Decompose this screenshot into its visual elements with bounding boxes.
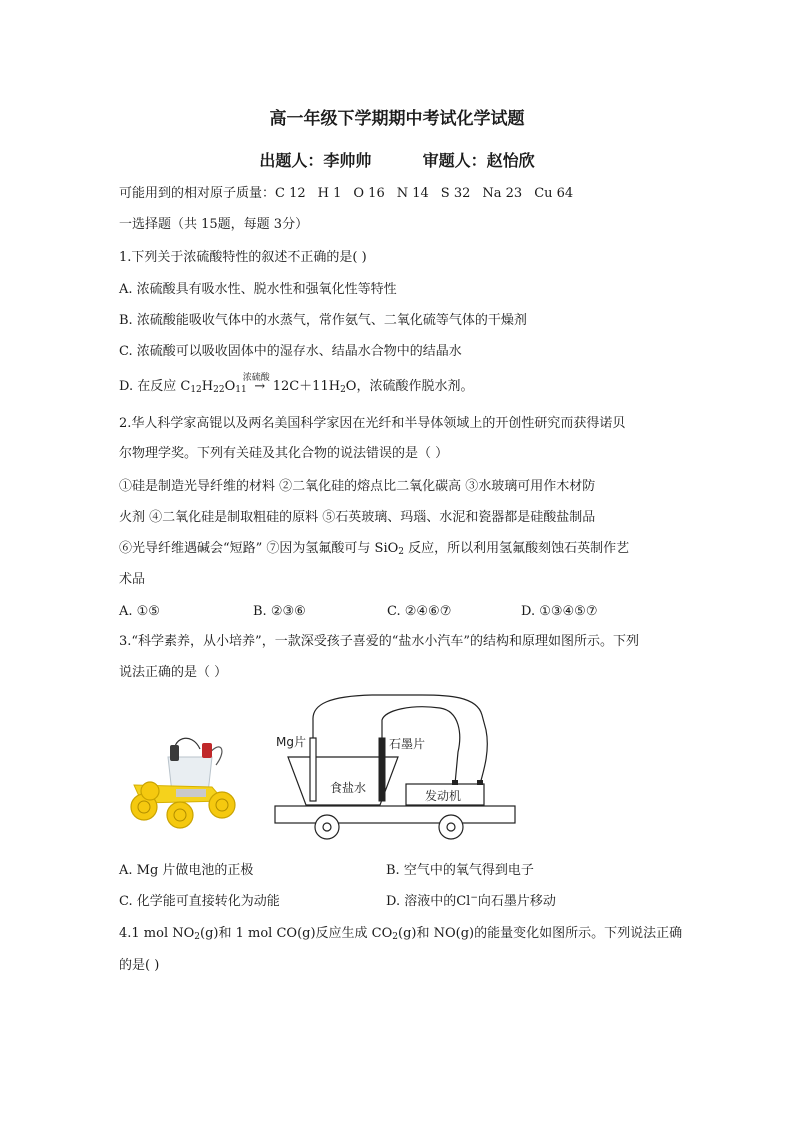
q2-line-5b: 反应，所以利用氢氟酸刻蚀石英制作艺: [408, 541, 630, 556]
chloride-charge: −: [470, 893, 478, 903]
q3-d-suffix: 向石墨片移动: [477, 894, 556, 909]
reaction-arrow: 浓硫酸 →: [247, 377, 273, 397]
battery-car-diagram: [272, 690, 524, 840]
q3-line-2: 说法正确的是（ ）: [119, 665, 228, 680]
element-mass: O 16: [353, 186, 385, 201]
red-clip: [202, 743, 212, 758]
q1-option-c: C. 浓硫酸可以吸收固体中的湿存水、结晶水合物中的结晶水: [119, 344, 462, 359]
element-mass: H 1: [317, 186, 342, 201]
element-mass: S 32: [440, 186, 471, 201]
q2-line-2: 尔物理学奖。下列有关硅及其化合物的说法错误的是（ ）: [119, 446, 449, 461]
element-mass: C 12: [275, 186, 306, 201]
q3-line-1: 3.“科学素养，从小培养”，一款深受孩子喜爱的“盐水小汽车”的结构和原理如图所示。下列: [119, 634, 639, 649]
q4-part-b: (g)和 1 mol CO(g)反应生成 CO: [200, 926, 393, 941]
q4-part-a: 4.1 mol NO: [119, 926, 195, 941]
black-clip: [170, 745, 179, 761]
engine-label: 发动机: [425, 789, 462, 803]
q4-line-1: 4.1 mol $NO_2(g)$和 1 mol CO(g)反应生成 $CO_2(g)$和 NO(g)的能量变化如图所示。下列说法正确: [119, 926, 683, 942]
q1-stem: 1.下列关于浓硫酸特性的叙述不正确的是( ): [119, 250, 367, 265]
q1-d-products: 12C＋11H: [272, 379, 341, 394]
q2-option-b: B. ②③⑥: [253, 604, 306, 619]
q3-option-b: B. 空气中的氧气得到电子: [386, 863, 534, 878]
q1-d-prefix: D. 在反应 C: [119, 379, 191, 394]
q2-line-6: 术品: [119, 572, 146, 587]
q3-option-d: [386, 892, 556, 912]
mg-label: Mg片: [276, 735, 306, 749]
q4-part-c: (g)和 NO(g)的能量变化如图所示。下列说法正确: [398, 926, 683, 941]
q3-d-prefix: D. 溶液中的Cl: [386, 894, 471, 909]
section-heading: 一选择题（共 15题，每题 3分）: [119, 217, 309, 232]
saltwater-label: 食盐水: [330, 781, 367, 795]
car-platform: [275, 806, 515, 823]
mg-electrode: [310, 738, 316, 801]
q1-option-d: D. 在反应 $C_{12}H_{22}O_{11}$ 浓硫酸 → $12C+11H_2O$，浓硫酸作脱水剂。: [119, 377, 473, 397]
q4-line-2: 的是( ): [119, 958, 160, 973]
graphite-electrode: [379, 738, 385, 801]
q2-line-5a: ⑥光导纤维遇碱会“短路” ⑦因为氢氟酸可与 SiO: [119, 541, 399, 556]
q2-line-1: 2.华人科学家高锟以及两名美国科学家因在光纤和半导体领域上的开创性研究而获得诺贝: [119, 416, 626, 431]
q3-option-a: A. Mg 片做电池的正极: [119, 863, 254, 878]
author-label: 出题人：李帅帅: [259, 151, 372, 170]
q2-line-4: 火剂 ④二氧化硅是制取粗硅的原料 ⑤石英玻璃、玛瑙、水泥和瓷器都是硅酸盐制品: [119, 510, 596, 525]
q2-option-d: D. ①③④⑤⑦: [521, 604, 598, 619]
q1-d-end: O，浓硫酸作脱水剂。: [345, 379, 474, 394]
q1-option-a: A. 浓硫酸具有吸水性、脱水性和强氧化性等特性: [119, 282, 397, 297]
exam-title: 高一年级下学期期中考试化学试题: [269, 109, 525, 129]
reviewer-label: 审题人：赵怡欣: [422, 151, 535, 170]
q2-line-3: ①硅是制造光导纤维的材料 ②二氧化硅的熔点比二氧化碳高 ③水玻璃可用作木材防: [119, 479, 596, 494]
exam-authors: [0, 148, 794, 171]
q2-option-c: C. ②④⑥⑦: [387, 604, 452, 619]
q2-option-a: A. ①⑤: [119, 604, 160, 619]
salt-water-car-photo: [120, 727, 245, 832]
graphite-label: 石墨片: [389, 737, 426, 751]
q3-option-c: C. 化学能可直接转化为动能: [119, 894, 280, 909]
reaction-condition: 浓硫酸: [242, 373, 270, 383]
q1-option-b: B. 浓硫酸能吸收气体中的水蒸气，常作氨气、二氧化硫等气体的干燥剂: [119, 313, 527, 328]
q2-line-5: ⑥光导纤维遇碱会“短路” ⑦因为氢氟酸可与 SiO$_2$ 反应，所以利用氢氟酸刻蚀石英制作艺: [119, 541, 630, 557]
element-mass: Cu 64: [534, 186, 574, 201]
atomic-masses-line: [119, 184, 573, 204]
atomic-masses-prefix: 可能用到的相对原子质量：: [119, 186, 276, 201]
element-mass: N 14: [396, 186, 429, 201]
element-mass: Na 23: [482, 186, 523, 201]
